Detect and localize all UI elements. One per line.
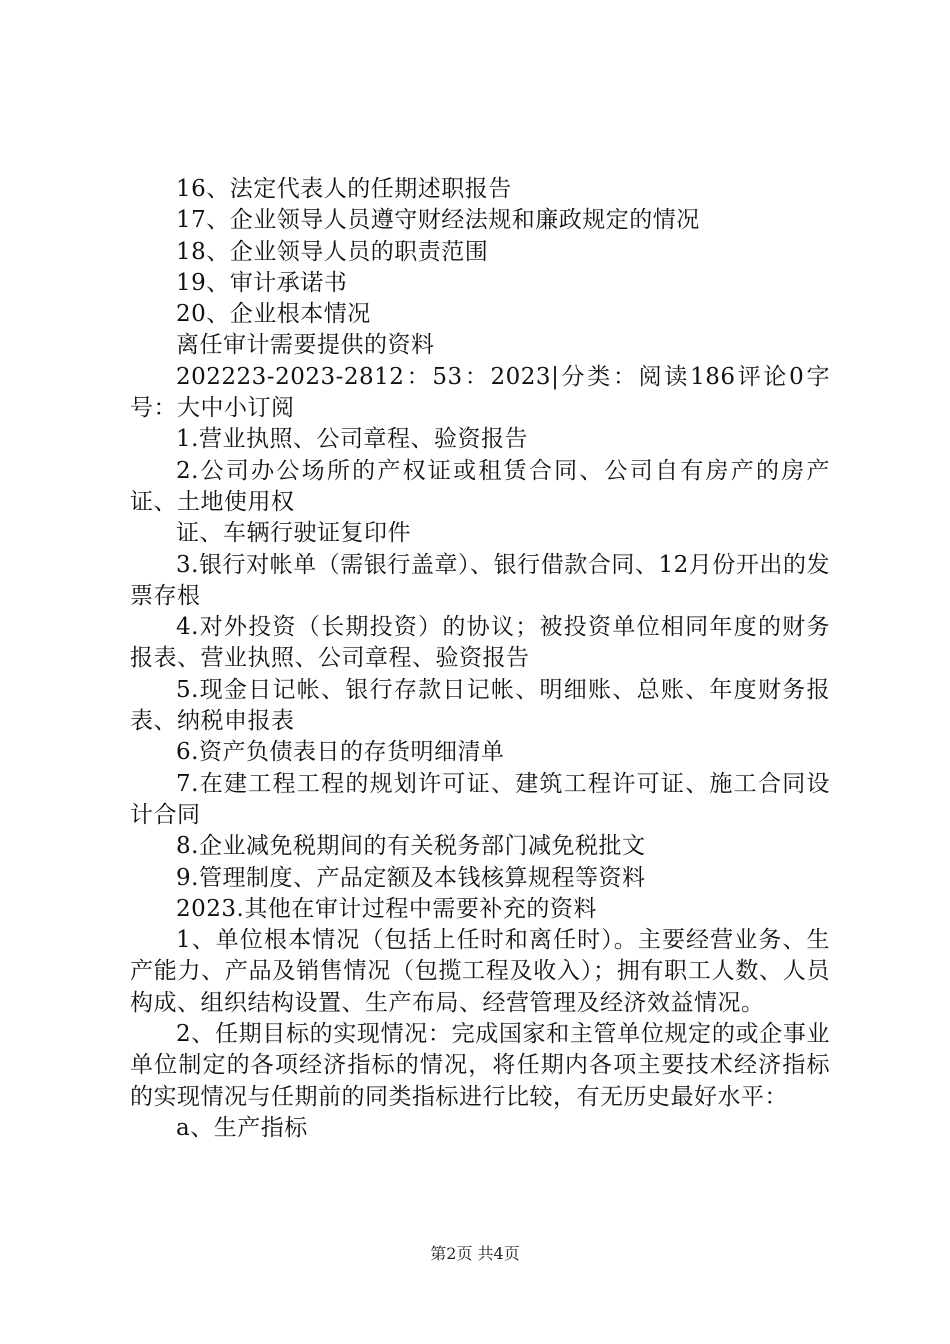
- paragraph: 6.资产负债表日的存货明细清单: [176, 739, 505, 766]
- paragraph: 5.现金日记帐、银行存款日记帐、明细账、总账、年度财务报表、纳税申报表: [130, 676, 830, 735]
- paragraph: 8.企业减免税期间的有关税务部门减免税批文: [176, 833, 646, 860]
- paragraph: 2.公司办公场所的产权证或租赁合同、公司自有房产的房产证、土地使用权: [130, 457, 830, 515]
- paragraph: 2023.其他在审计过程中需要补充的资料: [176, 895, 597, 922]
- section-heading: 离任审计需要提供的资料: [176, 332, 435, 359]
- paragraph: 2、任期目标的实现情况：完成国家和主管单位规定的或企事业单位制定的各项经济指标的情况，将任期内各项主要技术经济指标的实现情况与任期前的同类指标进行比较，有无历史最好水平：: [130, 1021, 830, 1110]
- paragraph: 证、车辆行驶证复印件: [176, 520, 411, 547]
- paragraph: 1.营业执照、公司章程、验资报告: [176, 426, 528, 453]
- page-number-label: 第2页 共4页: [430, 1244, 520, 1263]
- paragraph: 19、审计承诺书: [176, 269, 348, 296]
- post-meta-line: 202223-2023-2812：53：2023|分类：阅读186评论0字号：大中小订阅: [130, 363, 830, 422]
- paragraph: 18、企业领导人员的职责范围: [176, 238, 489, 265]
- paragraph: 16、法定代表人的任期述职报告: [176, 176, 512, 202]
- paragraph: 20、企业根本情况: [176, 301, 371, 328]
- paragraph: 9.管理制度、产品定额及本钱核算规程等资料: [176, 864, 646, 891]
- paragraph: 1、单位根本情况（包括上任时和离任时）。主要经营业务、生产能力、产品及销售情况（包揽工程及收入）；拥有职工人数、人员构成、组织结构设置、生产布局、经营管理及经济效益情况。: [130, 927, 830, 1016]
- paragraph: 4.对外投资（长期投资）的协议；被投资单位相同年度的财务报表、营业执照、公司章程、验资报告: [130, 614, 830, 672]
- paragraph: 17、企业领导人员遵守财经法规和廉政规定的情况: [176, 207, 700, 234]
- paragraph: a、生产指标: [176, 1114, 308, 1141]
- paragraph: 7.在建工程工程的规划许可证、建筑工程许可证、施工合同设计合同: [130, 770, 830, 828]
- document-body: [130, 174, 830, 1144]
- page-footer: [0, 1244, 950, 1264]
- paragraph: 3.银行对帐单（需银行盖章）、银行借款合同、12月份开出的发票存根: [130, 551, 830, 609]
